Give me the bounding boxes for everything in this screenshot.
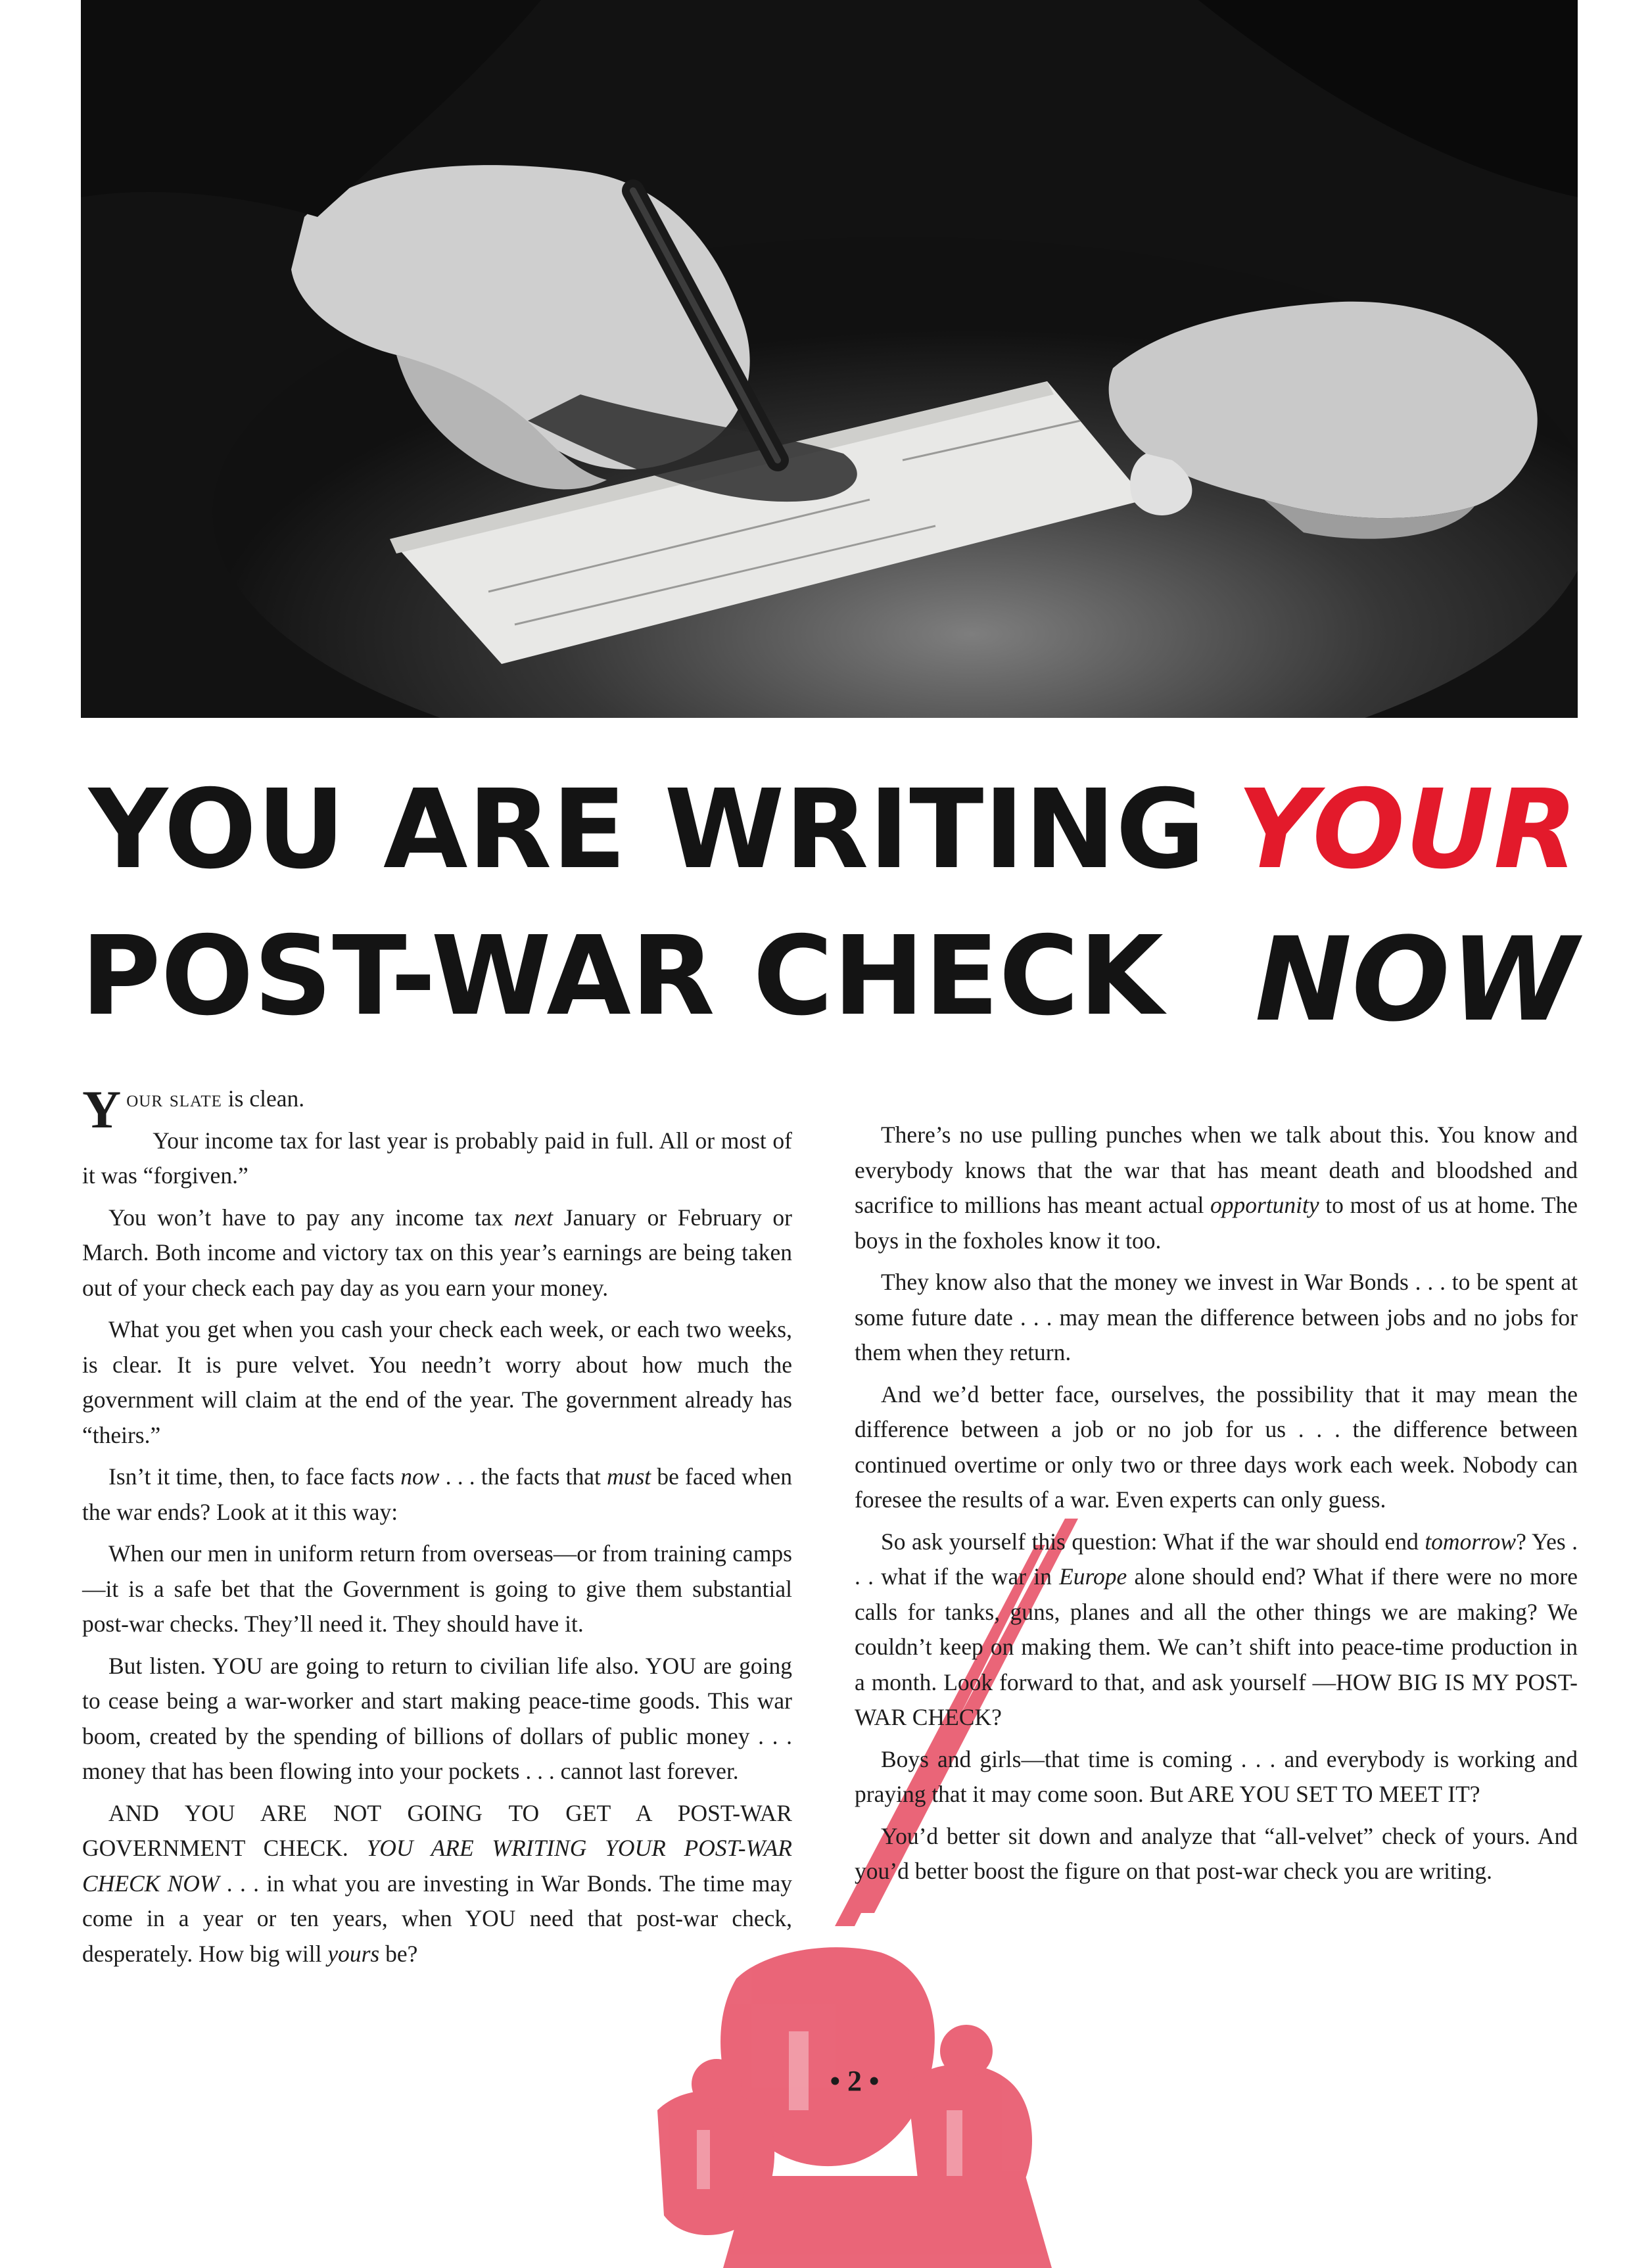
right-paragraph-5: Boys and girls—that time is coming . . . and everybody is working and praying that it may come soon. But ARE YOU SET TO MEET IT? bbox=[855, 1745, 1578, 1807]
paragraph-5-italic-2: must bbox=[607, 1463, 651, 1490]
paragraph-3-text-b: January or February or March. Both income and victory tax on this year’s earnings are being taken out of your check each pay day as you earn your money. bbox=[82, 1204, 792, 1301]
right-paragraph-1-italic: opportunity bbox=[1210, 1192, 1319, 1218]
paragraph-3 bbox=[82, 1200, 792, 1306]
paragraph-2: Your income tax for last year is probably paid in full. All or most of it was “forgiven.” bbox=[82, 1127, 792, 1189]
paragraph-5-text-c: be faced when the war ends? Look at it this way: bbox=[82, 1463, 792, 1525]
paragraph-8-text-a: AND YOU ARE NOT GOING TO GET A POST-WAR GOVERNMENT CHECK. bbox=[82, 1799, 792, 1861]
paragraph-8 bbox=[82, 1796, 792, 1972]
right-paragraph-4-text-a: So ask yourself this question: What if the war should end bbox=[881, 1528, 1425, 1555]
paragraph-5 bbox=[82, 1459, 792, 1530]
paragraph-3-text-a: You won’t have to pay any income tax bbox=[108, 1204, 515, 1231]
paragraph-8-italic-2: yours bbox=[327, 1940, 380, 1967]
paragraph-5-text-b: . . . the facts that bbox=[439, 1463, 607, 1490]
paragraph-8-text-b: . . . in what you are investing in War Bonds. The time may come in a year or ten years, when YOU need that post-war check, desperately. How big will bbox=[82, 1870, 792, 1967]
paragraph-8-italic: YOU ARE WRITING YOUR POST-WAR CHECK NOW bbox=[82, 1835, 792, 1897]
paragraph-1-text: is clean. bbox=[222, 1085, 305, 1112]
right-paragraph-4-text-c: alone should end? What if there were no more calls for tanks, guns, planes and all the other things we are making? We couldn’t keep on making them. We can’t shift into peace-time production in a month. Look forward to that, and ask yourself —HOW BIG IS MY POST-WAR CHECK? bbox=[855, 1563, 1578, 1730]
right-paragraph-4-italic-2: Europe bbox=[1059, 1563, 1127, 1590]
right-paragraph-1-text-b: to most of us at home. The boys in the foxholes know it too. bbox=[855, 1192, 1578, 1254]
right-paragraph-2: They know also that the money we invest in War Bonds . . . to be spent at some future date . . . may mean the difference between jobs and no jobs for them when they return. bbox=[855, 1269, 1578, 1365]
paragraph-5-text-a: Isn’t it time, then, to face facts bbox=[108, 1463, 401, 1490]
right-paragraph-4-text-b: ? Yes . . . what if the war in bbox=[855, 1528, 1578, 1590]
paragraph-5-italic-1: now bbox=[400, 1463, 440, 1490]
right-paragraph-4-italic-1: tomorrow bbox=[1425, 1528, 1517, 1555]
right-paragraph-4 bbox=[855, 1524, 1578, 1736]
right-paragraph-1-text-a: There’s no use pulling punches when we talk about this. You know and everybody knows that the war that has meant death and bloodshed and sacrifice to millions has meant actual bbox=[855, 1122, 1578, 1218]
right-paragraph-3: And we’d better face, ourselves, the possibility that it may mean the difference between a job or no job for us . . . the difference between continued overtime or only two or three days work each week. Nobody can foresee the results of a war. Even experts can only guess. bbox=[855, 1381, 1578, 1513]
paragraph-4: What you get when you cash your check each week, or each two weeks, is clear. It is pure velvet. You needn’t worry about how much the government will claim at the end of the year. The government already has “theirs.” bbox=[82, 1316, 792, 1448]
drop-cap: Y bbox=[82, 1079, 122, 1139]
paragraph-3-italic: next bbox=[514, 1204, 554, 1231]
headline-post-war-check: POST-WAR CHECK bbox=[81, 913, 1164, 1040]
page-number: • 2 • bbox=[830, 2065, 880, 2097]
headline-your-red: YOUR bbox=[1237, 767, 1578, 893]
paragraph-1 bbox=[82, 1079, 792, 1139]
paragraph-8-text-c: be? bbox=[379, 1940, 418, 1967]
article-left-column bbox=[82, 1081, 792, 1978]
opening-small-caps: our slate bbox=[126, 1085, 222, 1112]
paragraph-7: But listen. YOU are going to return to civilian life also. YOU are going to cease being a war-worker and start making peace-time goods. This war boom, created by the spending of billions of dollars of public money . . . money that has been flowing into your pockets . . . cannot last forever. bbox=[82, 1652, 792, 1784]
headline-now: NOW bbox=[1254, 912, 1578, 1047]
paragraph-6: When our men in uniform return from overseas—or from training camps—it is a safe bet that the Government is going to give them substantial post-war checks. They’ll need it. They should have it. bbox=[82, 1540, 792, 1637]
article-right-column bbox=[855, 1118, 1578, 1896]
headline-you-are-writing: YOU ARE WRITING bbox=[89, 767, 1206, 893]
right-paragraph-1 bbox=[855, 1118, 1578, 1258]
right-paragraph-6: You’d better sit down and analyze that “all-velvet” check of yours. And you’d better boost the figure on that post-war check you are writing. bbox=[855, 1822, 1578, 1884]
hands-writing-check-photo bbox=[81, 0, 1578, 718]
